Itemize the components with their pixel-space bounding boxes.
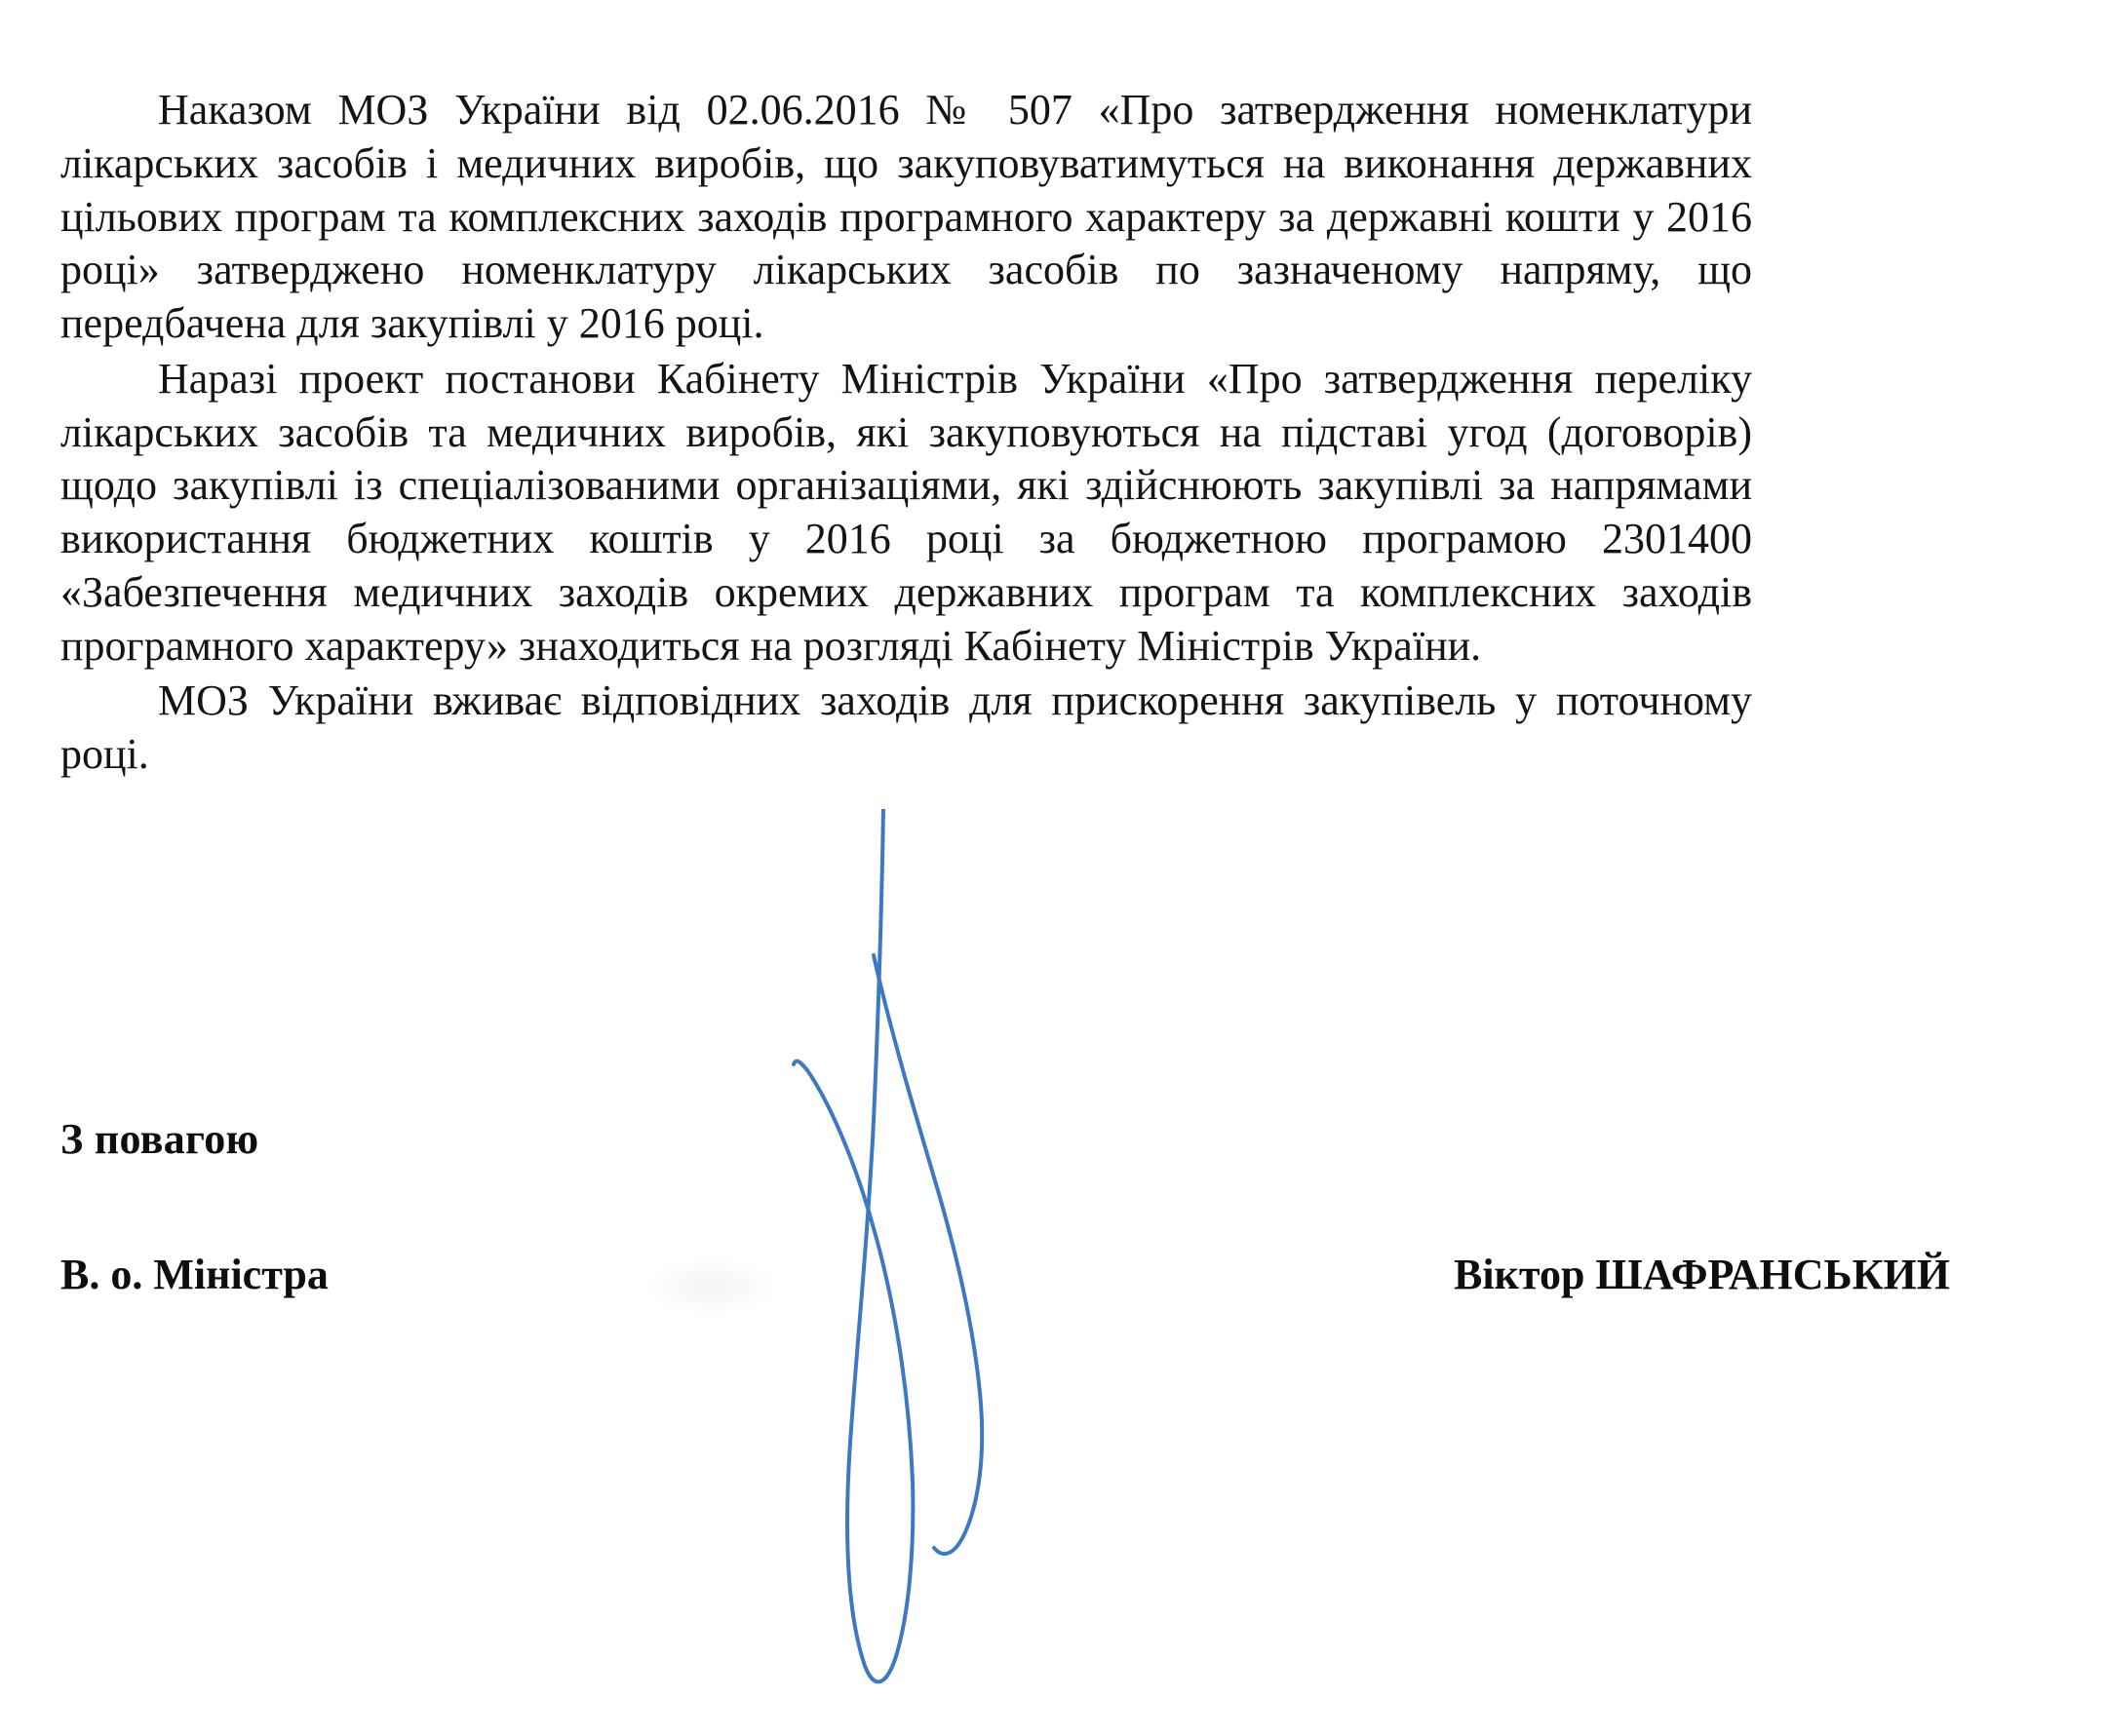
document-body xyxy=(60,84,1752,782)
closing-block xyxy=(60,1114,2010,1164)
paper-smudge xyxy=(644,1257,780,1316)
regards-line: З повагою xyxy=(60,1115,259,1163)
paragraph-1: Наказом МОЗ України від 02.06.2016 № 507 «Про затвердження номенклатури лікарських засобів і медичних виробів, що закуповуватимуться на виконання державних цільових програм та комплексних заходів програмного характеру за державні кошти у 2016 році» затверджено номенклатуру лікарських засобів по зазначеному напряму, що передбачена для закупівлі у 2016 році. xyxy=(60,86,1752,348)
signer-title: В. о. Міністра xyxy=(60,1251,329,1298)
paragraph-3: МОЗ України вживає відповідних заходів для прискорення закупівель у поточному році. xyxy=(60,676,1752,779)
signature-row xyxy=(60,1250,2010,1299)
paragraph-2: Наразі проект постанови Кабінету Міністрів України «Про затвердження переліку лікарських засобів та медичних виробів, які закуповуються на підставі угод (договорів) щодо закупівлі із спеціалізованими організаціями, які здійснюють закупівлі за напрямами використання бюджетних коштів у 2016 році за бюджетною програмою 2301400 «Забезпечення медичних заходів окремих державних програм та комплексних заходів програмного характеру» знаходиться на розгляді Кабінету Міністрів України. xyxy=(60,354,1752,670)
signer-name: Віктор ШАФРАНСЬКИЙ xyxy=(1453,1251,1950,1298)
